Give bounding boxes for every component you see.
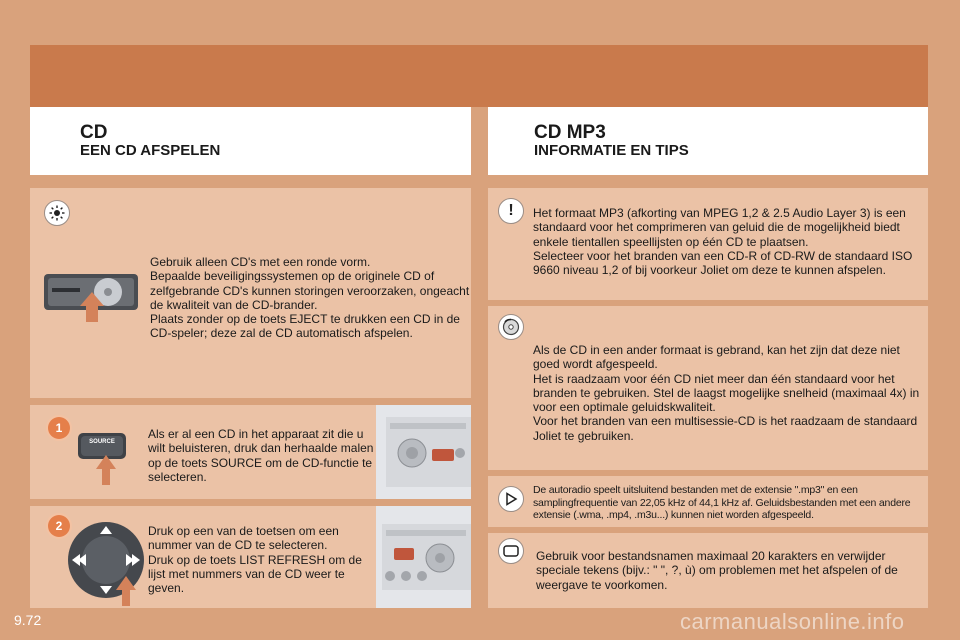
radio-thumbnail: [376, 506, 471, 608]
play-info-text: De autoradio speelt uitsluitend bestanden met de extensie ".mp3" en een samplingfrequentie van 22,05 kHz of 44,1 kHz af. Geluidsbestanden met een andere extensie (.wma, .mp4, .m3u...) kunnen niet worden afgespeeld.: [533, 484, 911, 521]
step1-panel: [30, 405, 471, 499]
tip-text: Gebruik alleen CD's met een ronde vorm. Bepaalde beveiligingssystemen op de originele CD of zelfgebrande CD's kunnen storingen veroorzaken, ongeacht de kwaliteit van de CD-brander. Plaats zonder op de toets EJECT te drukken een CD in de CD-speler; deze zal de CD automatisch afspelen.: [150, 255, 470, 341]
tip-panel: [30, 188, 471, 398]
cd-insert-illustration: [44, 270, 138, 322]
disc-icon: [498, 314, 524, 340]
play-info-panel: [488, 476, 928, 527]
section-title: CD MP3: [534, 122, 606, 143]
display-info-text: Gebruik voor bestandsnamen maximaal 20 karakters en verwijder speciale tekens (bijv.: " ", ?, ù) om problemen met het afspelen of de weergave te voorkomen.: [536, 549, 898, 592]
section-title: CD: [80, 122, 108, 143]
display-icon: [498, 538, 524, 564]
warning-panel: [488, 188, 928, 300]
step2-panel: [30, 506, 471, 608]
navigation-pad-illustration: [66, 520, 150, 606]
disc-info-panel: [488, 306, 928, 470]
left-header: [30, 107, 471, 175]
step1-text: Als er al een CD in het apparaat zit die u wilt beluisteren, druk dan herhaalde malen op de toets SOURCE om de CD-functie te selecteren.: [148, 427, 374, 484]
step2-text: Druk op een van de toetsen om een nummer van de CD te selecteren. Druk op de toets LIST REFRESH om de lijst met nummers van de CD weer te geven.: [148, 524, 362, 596]
sun-tip-icon: [44, 200, 70, 226]
top-band: [30, 45, 928, 107]
source-button-illustration: [76, 429, 130, 485]
disc-info-text: Als de CD in een ander formaat is gebrand, kan het zijn dat deze niet goed wordt afgespeeld. Het is raadzaam voor één CD niet meer dan één standaard voor het branden te gebruiken. Stel de laagst mogelijke snelheid (maximaal 4x) in voor een optimale geluidskwaliteit. Voor het branden van een multisessie-CD is het raadzaam de standaard Joliet te gebruiken.: [533, 343, 920, 443]
source-button-label: SOURCE: [89, 439, 115, 445]
section-subtitle: EEN CD AFSPELEN: [80, 142, 221, 159]
play-icon: [498, 486, 524, 512]
warning-text: Het formaat MP3 (afkorting van MPEG 1,2 & 2.5 Audio Layer 3) is een standaard voor het comprimeren van geluid die de mogelijkheid biedt enkele tientallen speellijsten op één CD te plaatsen. Selecteer voor het branden van een CD-R of CD-RW de standaard ISO 9660 niveau 1,2 of bij voorkeur Joliet om deze te kunnen afspelen.: [533, 206, 913, 278]
right-header: [488, 107, 928, 175]
exclamation-icon: !: [498, 198, 524, 224]
watermark: carmanualsonline.info: [680, 609, 905, 634]
step-number-badge: 1: [48, 417, 70, 439]
section-subtitle: INFORMATIE EN TIPS: [534, 142, 689, 159]
page-number: 9.72: [14, 612, 42, 628]
radio-thumbnail: [376, 405, 471, 499]
step-number-badge: 2: [48, 515, 70, 537]
display-info-panel: [488, 533, 928, 608]
